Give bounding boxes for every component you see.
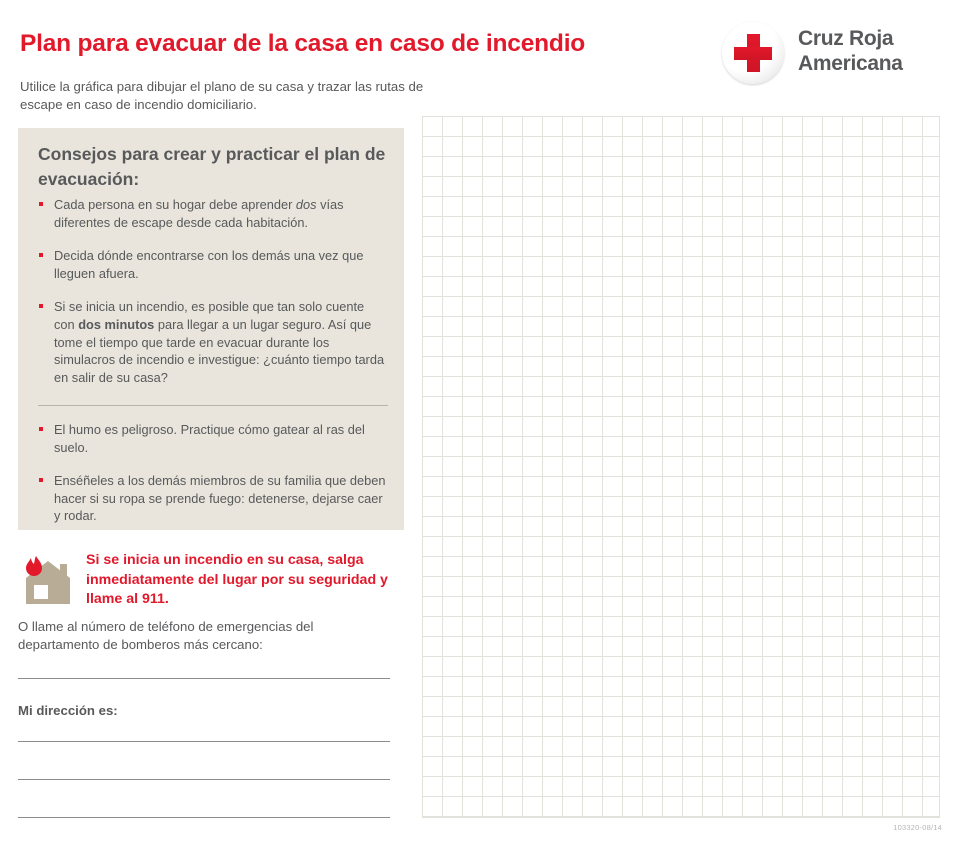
tip-item <box>38 421 388 456</box>
intro-text: Utilice la gráfica para dibujar el plano de su casa y trazar las rutas de escape en caso de incendio domiciliario. <box>20 79 424 112</box>
tip-item <box>38 196 388 231</box>
tip-text-run: vías diferentes de escape desde cada habitación. <box>54 197 344 230</box>
page-title: Plan para evacuar de la casa en caso de incendio <box>20 30 586 57</box>
logo-wordmark <box>798 26 903 76</box>
tip-text-run: dos <box>295 197 317 212</box>
tip-text-run: Cada persona en su hogar debe aprender <box>54 197 296 212</box>
call-fire-department-text: O llame al número de teléfono de emergencias del departamento de bomberos más cercano: <box>18 619 314 652</box>
logo-line-2: Americana <box>798 52 903 75</box>
bullet-icon <box>39 304 43 308</box>
tip-item <box>38 298 388 386</box>
address-write-line-2[interactable] <box>18 779 390 780</box>
tips-list-primary <box>38 196 388 402</box>
tip-text-run: dos minutos <box>78 316 155 332</box>
tip-text-run: para llegar a un lugar seguro. Así que tome el tiempo que tarde en evacuar durante los simulacros de incendio e investigue: ¿cuánto tiempo tarda en salir de su casa? <box>54 316 385 385</box>
fire-alert-text: Si se inicia un incendio en su casa, salga inmediatamente del lugar por su seguridad y llame al 911. <box>86 552 388 607</box>
bullet-icon <box>39 478 43 482</box>
cross-horizontal-bar <box>734 47 772 60</box>
tip-text-run: Enséñeles a los demás miembros de su familia que deben hacer si su ropa se prende fuego: detenerse, dejarse caer y rodar. <box>54 473 386 524</box>
page-header <box>0 0 960 112</box>
address-write-line-1[interactable] <box>18 741 390 742</box>
tip-text-run: El humo es peligroso. Practique cómo gatear al ras del suelo. <box>54 422 365 455</box>
tip-text-run: Si se inicia un incendio, es posible que tan solo cuente con <box>54 299 365 332</box>
american-red-cross-logo <box>722 22 942 88</box>
red-cross-icon <box>722 22 784 84</box>
phone-write-line[interactable] <box>18 678 390 679</box>
document-code: 103320-08/14 <box>893 823 942 832</box>
tip-text-run: Decida dónde encontrarse con los demás una vez que lleguen afuera. <box>54 248 364 281</box>
tip-item <box>38 247 388 282</box>
house-fire-icon <box>18 552 78 610</box>
address-label: Mi dirección es: <box>18 703 118 718</box>
tips-panel <box>18 128 404 530</box>
logo-line-1: Cruz Roja <box>798 27 894 50</box>
bullet-icon <box>39 202 43 206</box>
bullet-icon <box>39 427 43 431</box>
tip-item <box>38 472 388 525</box>
fire-alert-block <box>18 552 404 612</box>
tips-heading: Consejos para crear y practicar el plan de evacuación: <box>38 144 386 189</box>
floor-plan-grid[interactable] <box>422 116 940 818</box>
tips-list-secondary <box>38 421 388 541</box>
bullet-icon <box>39 253 43 257</box>
address-write-line-3[interactable] <box>18 817 390 818</box>
tips-divider <box>38 405 388 406</box>
